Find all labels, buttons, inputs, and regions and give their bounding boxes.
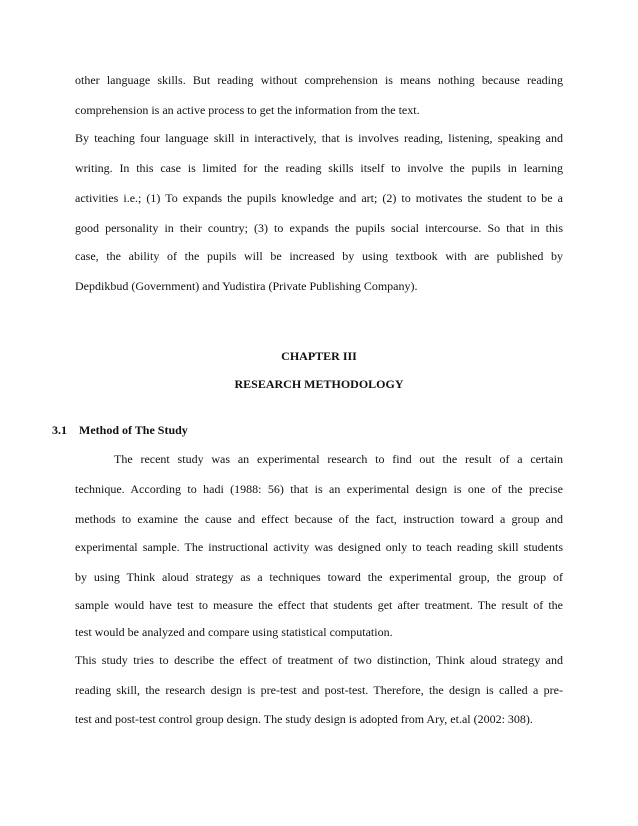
section-title: Method of The Study [79,423,188,437]
body-text-line: sample would have test to measure the effect that students get after treatment. The result of the [75,598,563,612]
body-text-line: By teaching four language skill in interactively, that is involves reading, listening, speaking and [75,131,563,145]
body-text-line: other language skills. But reading without comprehension is means nothing because reading [75,73,563,87]
body-text-line: This study tries to describe the effect of treatment of two distinction, Think aloud strategy and [75,653,563,667]
body-text-line: technique. According to hadi (1988: 56) that is an experimental design is one of the precise [75,482,563,496]
body-text-line: writing. In this case is limited for the reading skills itself to involve the pupils in learning [75,161,563,175]
body-text-line: activities i.e.; (1) To expands the pupils knowledge and art; (2) to motivates the student to be a [75,191,563,205]
body-text-line: test would be analyzed and compare using statistical computation. [75,625,393,639]
body-text-line: by using Think aloud strategy as a techniques toward the experimental group, the group of [75,570,563,584]
body-text-line: experimental sample. The instructional activity was designed only to teach reading skill students [75,540,563,554]
section-number: 3.1 [52,423,67,437]
body-text-line: good personality in their country; (3) to expands the pupils social intercourse. So that in this [75,221,563,235]
chapter-title: RESEARCH METHODOLOGY [234,377,404,391]
body-text-line: reading skill, the research design is pre-test and post-test. Therefore, the design is called a pre- [75,683,563,697]
chapter-number: CHAPTER III [281,349,357,363]
body-text-line: case, the ability of the pupils will be increased by using textbook with are published by [75,249,563,263]
body-text-line: test and post-test control group design. The study design is adopted from Ary, et.al (2002: 308). [75,712,533,726]
body-text-line: Depdikbud (Government) and Yudistira (Private Publishing Company). [75,279,418,293]
body-text-line: The recent study was an experimental research to find out the result of a certain [114,452,563,466]
body-text-line: methods to examine the cause and effect because of the fact, instruction toward a group and [75,512,563,526]
body-text-line: comprehension is an active process to get the information from the text. [75,103,420,117]
section-heading [52,422,188,438]
